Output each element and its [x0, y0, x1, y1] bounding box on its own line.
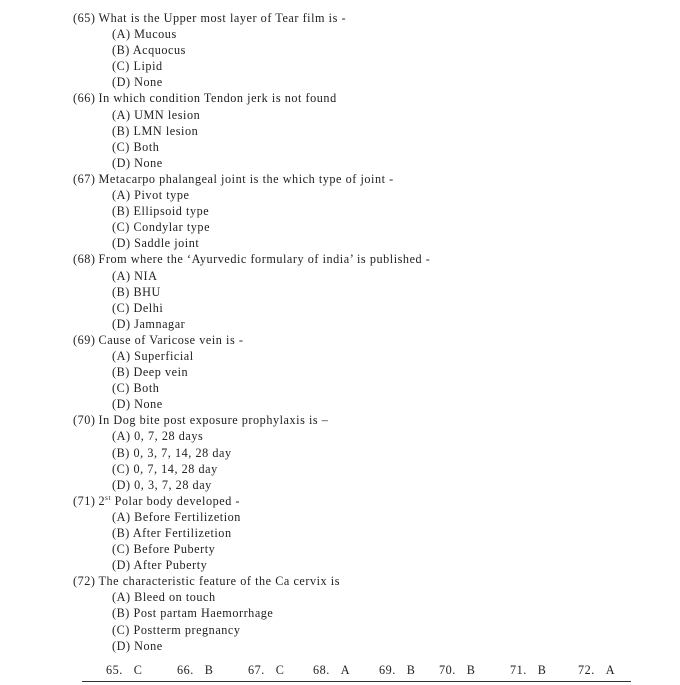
question-stem: From where the ‘Ayurvedic formulary of india’ is published - — [98, 252, 431, 267]
question-block — [0, 90, 680, 170]
question-text — [0, 251, 680, 267]
answer-option: (B) Ellipsoid type — [112, 204, 210, 219]
question-text — [0, 332, 680, 348]
answer-key-number: 69. — [379, 663, 396, 677]
answer-key-item — [510, 661, 546, 679]
answer-option: (A) Before Fertilizetion — [112, 509, 241, 524]
answer-option: (D) After Puberty — [112, 558, 208, 573]
answer-option: (B) 0, 3, 7, 14, 28 day — [112, 445, 232, 460]
question-text — [0, 10, 680, 26]
question-number: (67) — [73, 171, 96, 186]
question-number: (69) — [73, 332, 96, 347]
answer-key-item — [177, 661, 213, 679]
answer-option: (B) BHU — [112, 284, 161, 299]
answer-option: (D) Saddle joint — [112, 236, 200, 251]
answer-key-item — [106, 661, 142, 679]
question-block — [0, 332, 680, 412]
answer-key-letter: A — [340, 663, 351, 677]
question-list — [0, 10, 680, 654]
answer-key-item — [578, 661, 615, 679]
question-text-prefix: 2 — [98, 493, 106, 508]
answer-option: (A) UMN lesion — [112, 107, 201, 122]
answer-option: (B) Acquocus — [112, 43, 186, 58]
question-text — [0, 493, 680, 509]
answer-key-letter: B — [204, 663, 214, 677]
question-stem: The characteristic feature of the Ca cervix is — [98, 574, 341, 589]
question-text — [0, 412, 680, 428]
answer-option: (C) Lipid — [112, 59, 163, 74]
question-block — [0, 412, 680, 492]
answer-key-number: 67. — [248, 663, 265, 677]
answer-option: (C) Delhi — [112, 300, 164, 315]
answer-option: (D) Jamnagar — [112, 316, 186, 331]
answer-key-number: 68. — [313, 663, 330, 677]
question-stem: In which condition Tendon jerk is not found — [98, 91, 337, 106]
question-block — [0, 493, 680, 573]
answer-key-item — [248, 661, 284, 679]
question-block — [0, 251, 680, 331]
answer-key-letter: C — [133, 663, 143, 677]
question-number: (71) — [73, 493, 96, 508]
answer-option: (B) After Fertilizetion — [112, 526, 232, 540]
question-number: (65) — [73, 11, 96, 25]
question-stem: Cause of Varicose vein is - — [98, 332, 244, 347]
answer-option: (C) 0, 7, 14, 28 day — [112, 461, 218, 476]
answer-option: (D) None — [112, 397, 163, 412]
answer-option: (C) Both — [112, 139, 160, 154]
answer-key — [0, 661, 680, 679]
answer-key-letter: B — [537, 663, 547, 677]
answer-option: (B) LMN lesion — [112, 123, 199, 138]
answer-key-number: 65. — [106, 663, 123, 677]
question-block — [0, 10, 680, 90]
question-text-superscript: st — [105, 493, 111, 502]
answer-option: (A) Mucous — [112, 27, 177, 42]
answer-key-number: 66. — [177, 663, 194, 677]
question-stem: In Dog bite post exposure prophylaxis is – — [98, 413, 329, 428]
answer-key-number: 70. — [439, 663, 456, 677]
answer-key-item — [439, 661, 475, 679]
bottom-divider — [82, 681, 631, 682]
answer-key-letter: C — [275, 663, 285, 677]
question-block — [0, 171, 680, 251]
answer-key-letter: A — [605, 663, 616, 677]
answer-option: (A) Pivot type — [112, 188, 190, 203]
question-number: (72) — [73, 574, 96, 589]
question-block — [0, 573, 680, 653]
answer-option: (D) None — [112, 638, 163, 653]
answer-option: (C) Both — [112, 381, 160, 396]
question-stem: Metacarpo phalangeal joint is the which type of joint - — [98, 171, 394, 186]
question-text — [0, 171, 680, 187]
question-stem: Polar body developed - — [114, 493, 241, 508]
answer-option: (B) Deep vein — [112, 365, 189, 380]
answer-key-number: 72. — [578, 663, 595, 677]
question-stem: What is the Upper most layer of Tear film is - — [98, 11, 347, 25]
question-text — [0, 573, 680, 589]
answer-option: (A) Bleed on touch — [112, 590, 216, 605]
answer-key-item — [313, 661, 350, 679]
answer-key-letter: B — [406, 663, 416, 677]
question-text — [0, 90, 680, 106]
answer-key-item — [379, 661, 415, 679]
answer-option: (A) NIA — [112, 268, 158, 283]
answer-option: (C) Postterm pregnancy — [112, 622, 241, 637]
answer-option: (A) 0, 7, 28 days — [112, 429, 204, 444]
question-number: (70) — [73, 413, 96, 428]
answer-option: (D) 0, 3, 7, 28 day — [112, 477, 212, 492]
answer-option: (D) None — [112, 155, 163, 170]
answer-option: (B) Post partam Haemorrhage — [112, 606, 274, 621]
answer-key-number: 71. — [510, 663, 527, 677]
answer-key-letter: B — [466, 663, 476, 677]
question-number: (68) — [73, 252, 96, 267]
question-number: (66) — [73, 91, 96, 106]
answer-option: (A) Superficial — [112, 348, 194, 363]
answer-option: (D) None — [112, 75, 163, 90]
answer-option: (C) Condylar type — [112, 220, 211, 235]
answer-option: (C) Before Puberty — [112, 542, 216, 557]
